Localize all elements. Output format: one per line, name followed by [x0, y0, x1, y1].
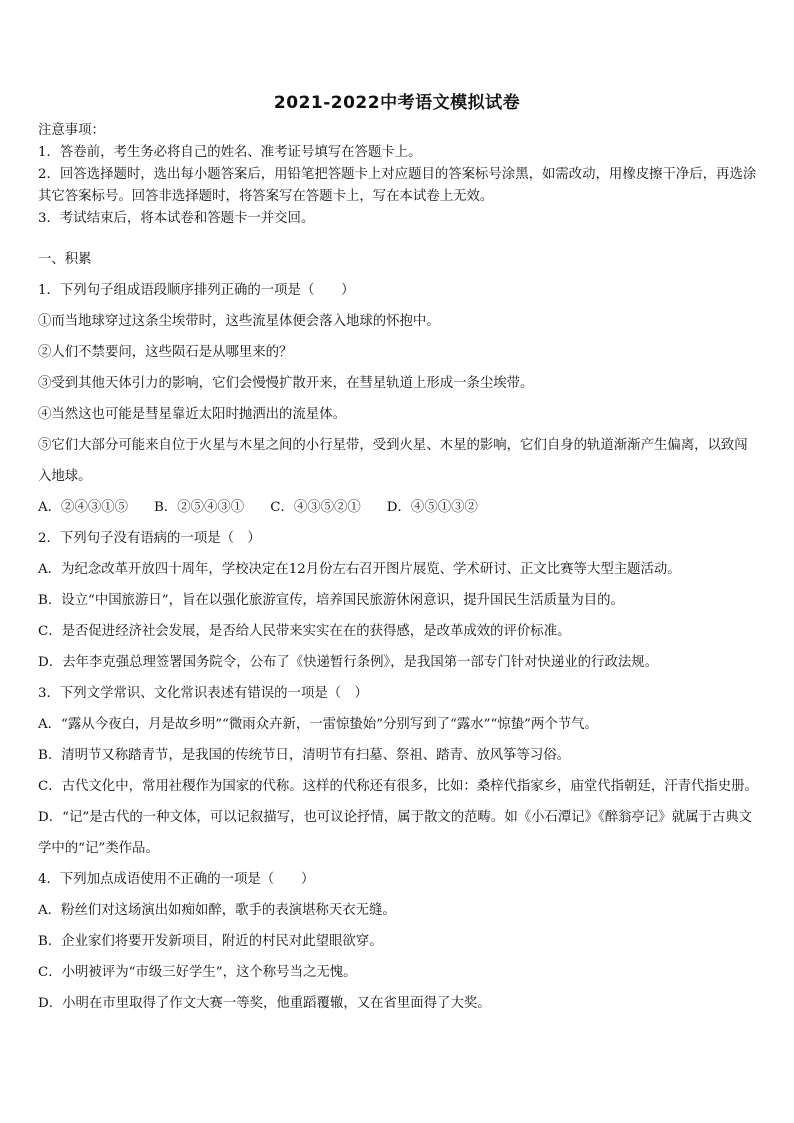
notes-item: 1．答卷前，考生务必将自己的姓名、准考证号填写在答题卡上。	[38, 145, 422, 160]
question-3-stem: 3．下列文学常识、文化常识表述有错误的一项是（ ）	[38, 686, 368, 701]
q3-option-c: C．古代文化中，常用社稷作为国家的代称。这样的代称还有很多，比如：桑梓代指家乡，庙堂代指朝廷，汗青代指史册。	[38, 779, 758, 794]
notes-block	[38, 120, 760, 230]
q4-option-d: D．小明在市里取得了作文大赛一等奖，他重蹈覆辙，又在省里面得了大奖。	[38, 996, 491, 1011]
q1-option-d: D．④⑤①③②	[386, 500, 478, 515]
notes-item: 2．回答选择题时，选出每小题答案后，用铅笔把答题卡上对应题目的答案标号涂黑，如需改动，用橡皮擦干净后，再选涂其它答案标号。回答非选择题时，将答案写在答题卡上，写在本试卷上无效。	[38, 167, 757, 204]
q4-option-c: C．小明被评为“市级三好学生”，这个称号当之无愧。	[38, 965, 357, 980]
q1-option-b: B．②⑤④③①	[154, 500, 245, 515]
notes-heading: 注意事项：	[38, 123, 105, 138]
question-1-stem: 1．下列句子组成语段顺序排列正确的一项是（ ）	[38, 283, 355, 298]
q3-option-a: A．“露从今夜白，月是故乡明”“微雨众卉新，一雷惊蛰始”分别写到了“露水”“惊蛰”两个节气。	[38, 717, 598, 732]
q2-option-b: B．设立“中国旅游日”，旨在以强化旅游宣传，培养国民旅游休闲意识，提升国民生活质量为目的。	[38, 593, 624, 608]
q1-sentence: ④当然这也可能是彗星靠近太阳时抛洒出的流星体。	[38, 407, 346, 422]
q3-option-d: D．“记”是古代的一种文体，可以记叙描写，也可议论抒情，属于散文的范畴。如《小石潭记》《醉翁亭记》就属于古典文学中的“记”类作品。	[38, 810, 753, 856]
question-4-stem: 4．下列加点成语使用不正确的一项是（ ）	[38, 872, 315, 887]
q1-option-a: A．②④③①⑤	[38, 500, 129, 515]
q2-option-d: D．去年李克强总理签署国务院令，公布了《快递暂行条例》，是我国第一部专门针对快递业的行政法规。	[38, 655, 659, 670]
exam-body	[38, 244, 760, 1019]
q1-option-c: C．④③⑤②①	[270, 500, 361, 515]
q4-option-b: B．企业家们将要开发新项目，附近的村民对此望眼欲穿。	[38, 934, 383, 949]
q1-sentence: ①而当地球穿过这条尘埃带时，这些流星体便会落入地球的怀抱中。	[38, 314, 440, 329]
q2-option-c: C．是否促进经济社会发展，是否给人民带来实实在在的获得感，是改革成效的评价标准。	[38, 624, 571, 639]
notes-item: 3．考试结束后，将本试卷和答题卡一并交回。	[38, 211, 315, 226]
q1-options	[38, 492, 760, 523]
q4-option-a: A．粉丝们对这场演出如痴如醉，歌手的表演堪称天衣无缝。	[38, 903, 396, 918]
q1-sentence: ③受到其他天体引力的影响，它们会慢慢扩散开来，在彗星轨道上形成一条尘埃带。	[38, 376, 534, 391]
q1-sentence: ②人们不禁要问，这些陨石是从哪里来的？	[38, 345, 293, 360]
q2-option-a: A．为纪念改革开放四十周年，学校决定在12月份左右召开图片展览、学术研讨、正文比赛等大型主题活动。	[38, 562, 681, 577]
section-heading: 一、积累	[38, 252, 92, 267]
q3-option-b: B．清明节又称踏青节，是我国的传统节日，清明节有扫墓、祭祖、踏青、放风筝等习俗。	[38, 748, 571, 763]
page-title: 2021-2022中考语文模拟试卷	[273, 93, 521, 113]
question-2-stem: 2．下列句子没有语病的一项是（ ）	[38, 531, 261, 546]
q1-sentence: ⑤它们大部分可能来自位于火星与木星之间的小行星带，受到火星、木星的影响，它们自身的轨道渐渐产生偏离，以致闯入地球。	[38, 438, 748, 484]
